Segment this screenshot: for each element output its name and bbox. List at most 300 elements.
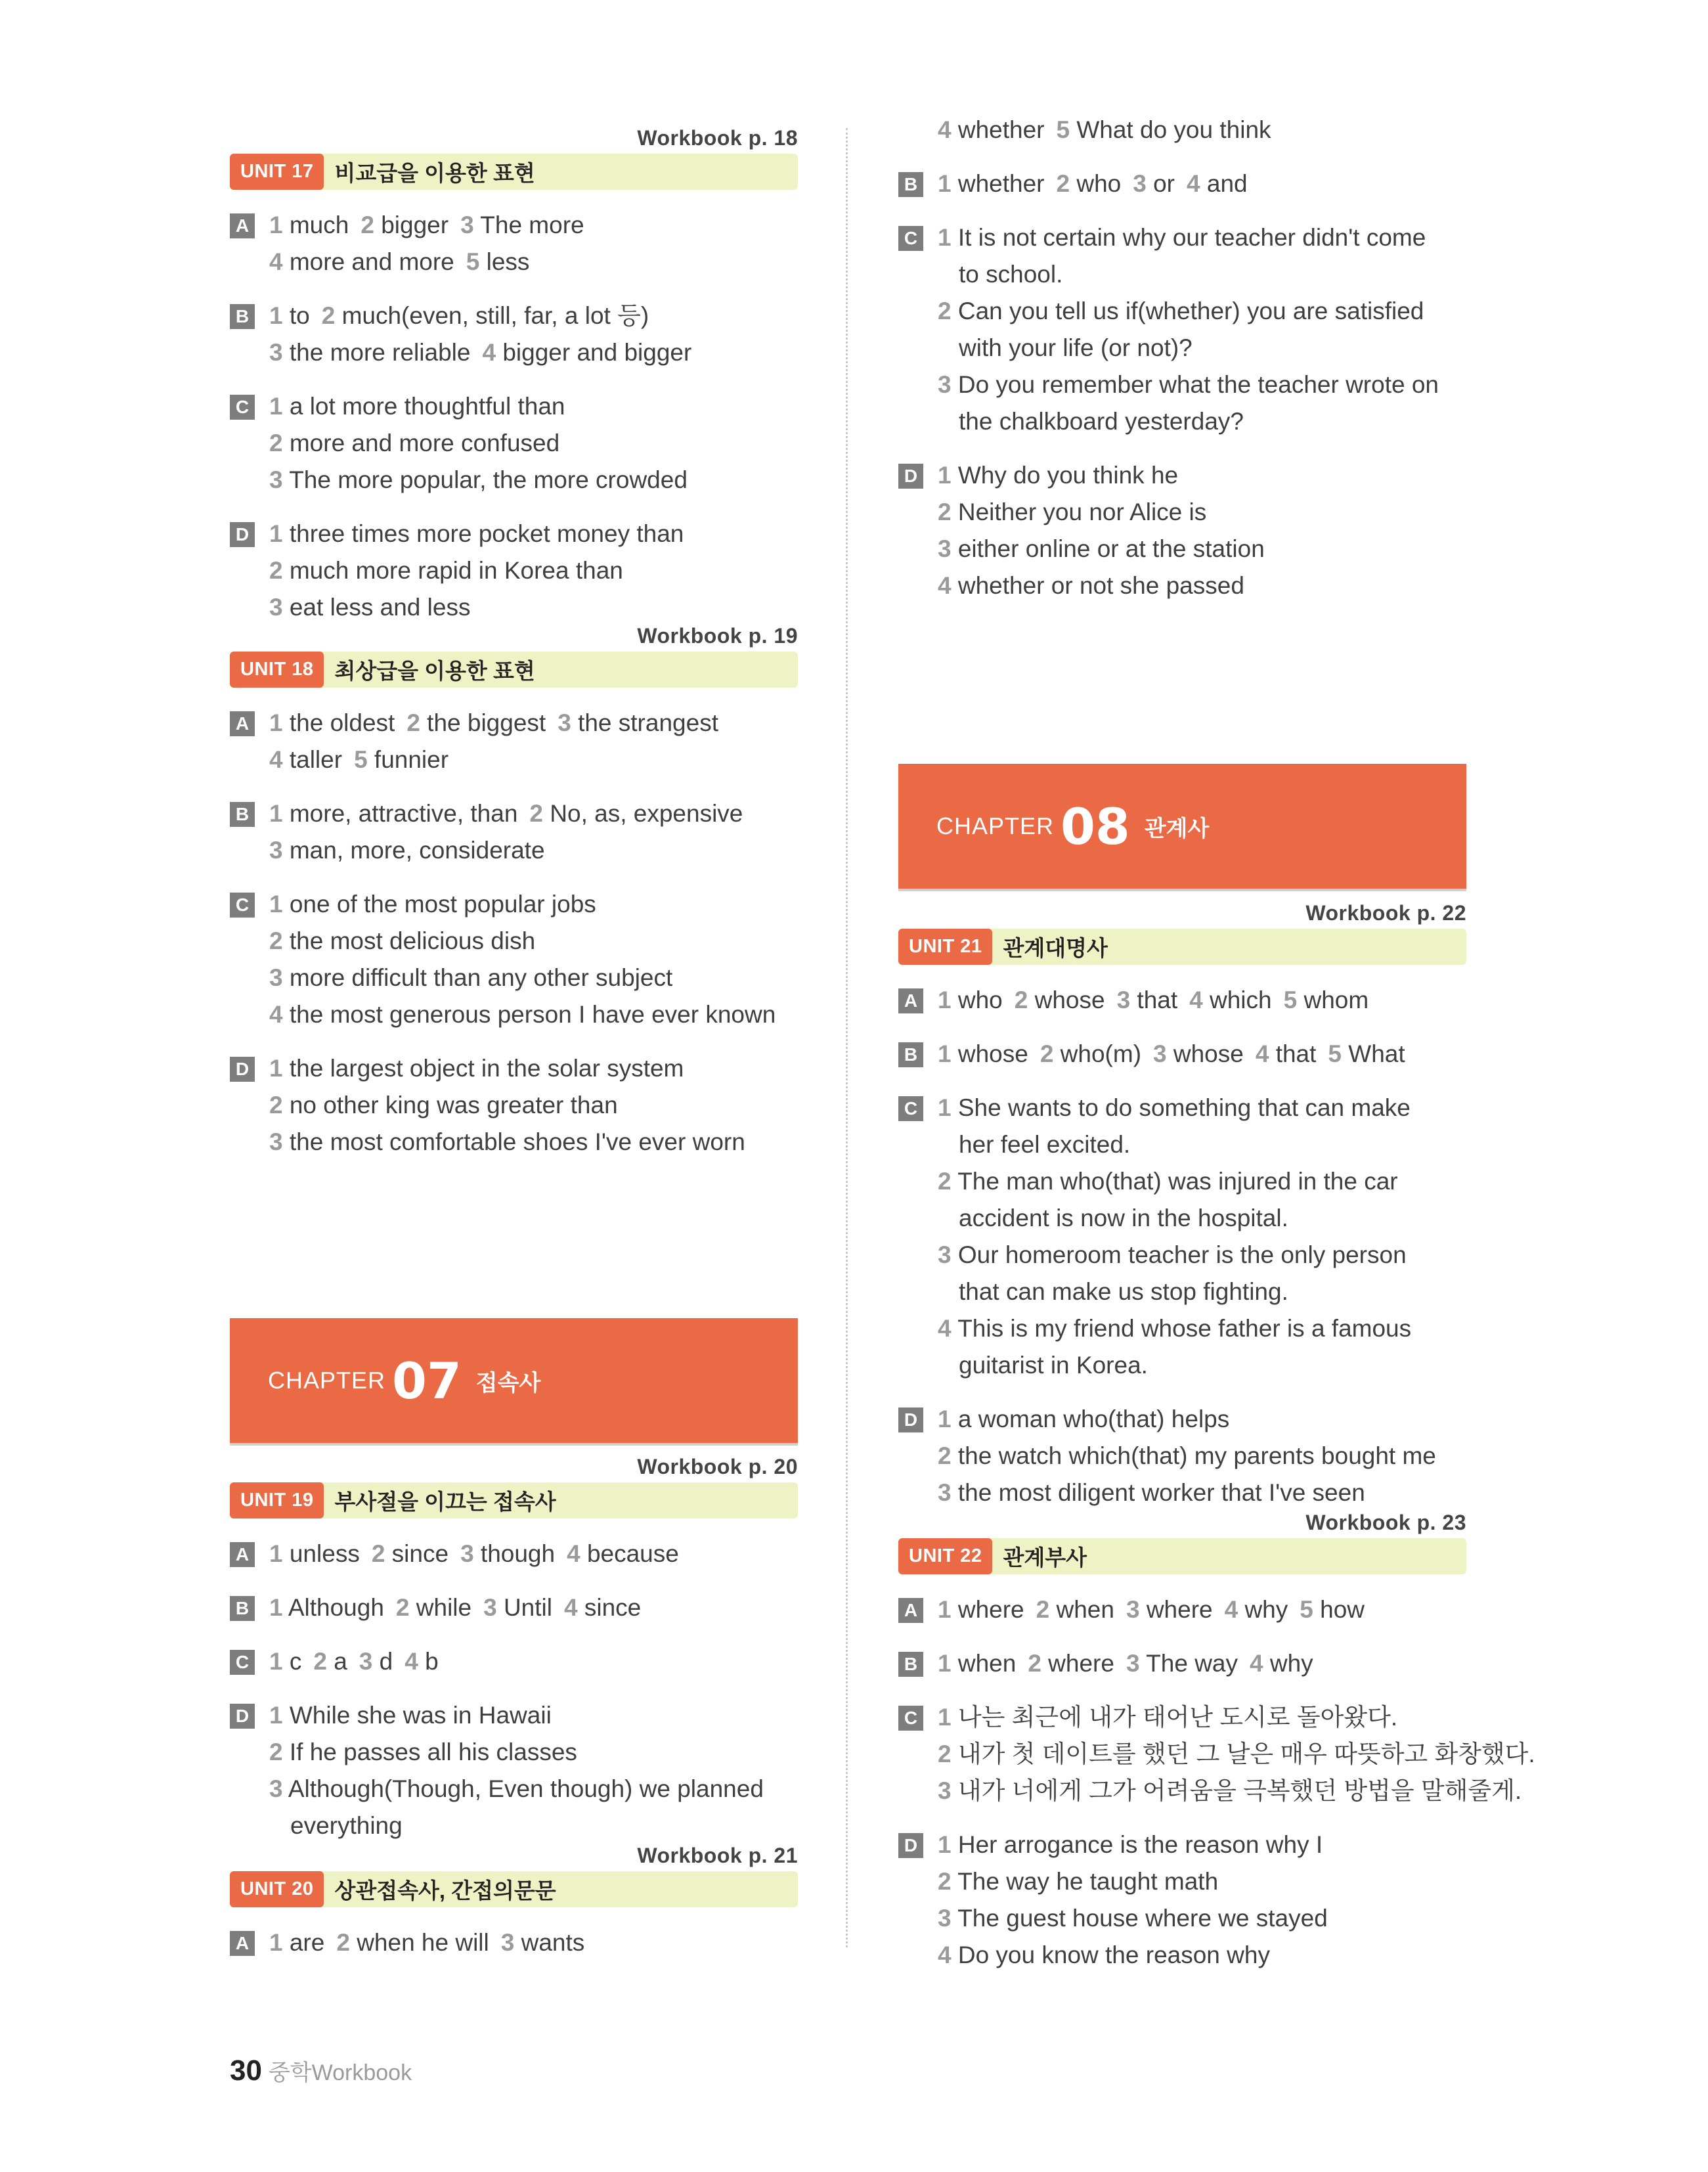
answer-item <box>1040 1040 1141 1067</box>
item-text: the most comfortable shoes I've ever worn <box>289 1128 745 1155</box>
item-text: taller <box>289 746 343 773</box>
answer-item <box>269 891 596 918</box>
answer-sections <box>230 207 798 626</box>
item-number: 1 <box>269 1929 283 1956</box>
workbook-reference: Workbook p. 20 <box>637 1455 798 1478</box>
item-text: the most diligent worker that I've seen <box>957 1479 1365 1506</box>
answer-line <box>898 982 1466 1019</box>
section-label: B <box>898 172 923 197</box>
unit-tag: UNIT 22 <box>898 1538 992 1574</box>
answer-item <box>1187 170 1248 197</box>
answer-item <box>1015 986 1105 1013</box>
item-number: 2 <box>1056 170 1070 197</box>
answer-line <box>898 494 1466 531</box>
item-number: 1 <box>269 302 283 329</box>
answer-section <box>898 1699 1535 1809</box>
answer-line <box>230 1697 798 1734</box>
answer-item <box>938 499 1206 525</box>
answer-section <box>898 219 1466 440</box>
answer-section <box>898 112 1466 148</box>
answer-item <box>466 248 530 275</box>
item-text: because <box>586 1540 679 1567</box>
item-text: and <box>1206 170 1248 197</box>
item-number: 4 <box>938 572 952 599</box>
answer-line <box>898 1863 1466 1900</box>
item-text: the most delicious dish <box>289 927 536 954</box>
answer-line <box>230 1536 798 1572</box>
answer-section <box>898 1401 1466 1511</box>
answer-line <box>898 1036 1466 1073</box>
item-number: 2 <box>269 927 283 954</box>
section-label: B <box>230 802 255 827</box>
answer-sections <box>898 982 1466 1511</box>
item-number: 1 <box>269 709 283 736</box>
item-text: more and more confused <box>289 430 560 456</box>
answer-line <box>230 1924 798 1961</box>
answer-item <box>396 1594 471 1621</box>
answer-item <box>269 211 349 238</box>
item-number: 2 <box>269 1739 283 1765</box>
item-number: 1 <box>269 800 283 827</box>
answer-section <box>898 166 1466 202</box>
item-text: when <box>957 1650 1017 1677</box>
answer-line <box>898 1645 1466 1682</box>
answer-item <box>269 1540 360 1567</box>
item-number: 4 <box>1189 986 1203 1013</box>
item-number: 3 <box>483 1594 497 1621</box>
section-label: D <box>898 464 923 489</box>
answer-item <box>1256 1040 1317 1067</box>
item-text: where <box>1048 1650 1114 1677</box>
item-text: What do you think <box>1076 116 1271 143</box>
item-text: more and more <box>289 248 454 275</box>
answer-item <box>269 1929 324 1956</box>
answer-line <box>230 244 798 280</box>
answer-section <box>230 705 798 778</box>
item-text: how <box>1320 1596 1365 1623</box>
answer-line <box>230 742 798 778</box>
answer-line <box>898 1126 1466 1163</box>
answer-item <box>938 1168 1398 1195</box>
section-label: D <box>230 522 255 547</box>
item-text: the biggest <box>427 709 546 736</box>
item-text: more, attractive, than <box>289 800 518 827</box>
item-text: Can you tell us if(whether) you are satisfied <box>957 298 1424 324</box>
item-text: less <box>486 248 530 275</box>
item-number: 2 <box>1036 1596 1050 1623</box>
answer-item <box>482 339 691 366</box>
item-text: more difficult than any other subject <box>289 964 673 991</box>
item-text: guitarist in Korea. <box>959 1352 1148 1379</box>
item-number: 1 <box>938 1831 952 1858</box>
item-text: though <box>480 1540 556 1567</box>
answer-item <box>405 1648 438 1675</box>
item-number: 2 <box>269 1092 283 1119</box>
answer-item <box>938 371 1439 398</box>
unit-title: 관계대명사 <box>1003 936 1108 960</box>
answer-line <box>898 293 1466 330</box>
item-text: whose <box>957 1040 1028 1067</box>
item-text: c <box>289 1648 302 1675</box>
section-label: D <box>230 1704 255 1729</box>
item-text: while <box>416 1594 472 1621</box>
item-text: the more reliable <box>289 339 471 366</box>
item-number: 1 <box>269 393 283 420</box>
workbook-reference: Workbook p. 23 <box>1305 1511 1466 1534</box>
answer-line <box>898 1591 1466 1628</box>
item-number: 1 <box>269 891 283 918</box>
answer-item <box>1117 986 1178 1013</box>
item-text: Do you remember what the teacher wrote on <box>957 371 1439 398</box>
answer-line <box>898 112 1466 148</box>
item-text: since <box>584 1594 642 1621</box>
answer-line <box>230 1087 798 1124</box>
unit-header <box>230 154 798 190</box>
item-text: Neither you nor Alice is <box>957 499 1207 525</box>
answer-item <box>1057 116 1271 143</box>
item-text: whether <box>957 116 1045 143</box>
item-text: d <box>379 1648 393 1675</box>
footer-text: 중학Workbook <box>268 2060 412 2085</box>
answer-item <box>938 1740 1535 1767</box>
unit-title: 상관접속사, 간접의문문 <box>334 1878 556 1903</box>
answer-line <box>230 1643 798 1680</box>
unit-header <box>230 1482 798 1518</box>
answer-line <box>230 1807 798 1844</box>
item-number: 1 <box>269 1594 283 1621</box>
item-text: that can make us stop fighting. <box>959 1278 1288 1305</box>
item-text: that <box>1137 986 1178 1013</box>
answer-item <box>269 1092 618 1119</box>
answer-item <box>359 1648 393 1675</box>
item-number: 1 <box>938 1094 952 1121</box>
item-number: 1 <box>938 1406 952 1432</box>
item-text: when he will <box>357 1929 489 1956</box>
answer-line <box>230 425 798 462</box>
item-number: 3 <box>938 1777 952 1804</box>
unit-title: 관계부사 <box>1003 1545 1087 1570</box>
item-number: 3 <box>938 371 952 398</box>
answer-item <box>938 986 1003 1013</box>
item-text: much(even, still, far, a lot 등) <box>341 302 649 329</box>
item-number: 2 <box>336 1929 350 1956</box>
answer-line <box>898 403 1466 440</box>
answer-item <box>269 393 565 420</box>
item-text: when <box>1056 1596 1114 1623</box>
answer-line <box>898 531 1466 567</box>
answer-line <box>898 457 1466 494</box>
answer-line <box>898 1401 1466 1438</box>
item-number: 1 <box>938 170 952 197</box>
answer-item <box>269 1702 552 1729</box>
item-text: wants <box>521 1929 585 1956</box>
unit-header <box>898 1538 1466 1574</box>
item-number: 3 <box>938 1479 952 1506</box>
answer-item <box>938 1596 1024 1623</box>
item-text: who <box>957 986 1003 1013</box>
column-divider <box>846 128 848 1947</box>
answer-line <box>230 207 798 244</box>
workbook-reference: Workbook p. 18 <box>637 126 798 150</box>
answer-item <box>1036 1596 1114 1623</box>
item-number: 2 <box>938 1168 952 1195</box>
item-number: 3 <box>460 211 474 238</box>
answer-item <box>938 1315 1411 1342</box>
item-number: 2 <box>938 1868 952 1895</box>
answer-section <box>230 1589 798 1626</box>
item-text: one of the most popular jobs <box>289 891 596 918</box>
item-text: a <box>334 1648 347 1675</box>
chapter-07-banner <box>230 1318 798 1446</box>
answer-line <box>230 462 798 499</box>
answer-item <box>959 261 1062 288</box>
item-number: 4 <box>1187 170 1200 197</box>
item-number: 1 <box>938 986 952 1013</box>
answer-item <box>269 520 684 547</box>
answer-line <box>230 795 798 832</box>
item-number: 2 <box>406 709 420 736</box>
answer-item <box>938 1777 1522 1804</box>
unit-tag: UNIT 19 <box>230 1482 324 1518</box>
answer-item <box>938 1905 1328 1932</box>
answer-section <box>230 516 798 626</box>
answer-section <box>898 982 1466 1019</box>
item-text: 내가 너에게 그가 어려움을 극복했던 방법을 말해줄게. <box>957 1777 1522 1804</box>
item-number: 1 <box>269 520 283 547</box>
answer-item <box>269 248 454 275</box>
answer-item <box>938 1704 1397 1731</box>
page-number: 30 <box>230 2054 262 2087</box>
answer-item <box>938 1941 1270 1968</box>
item-text: the largest object in the solar system <box>289 1055 684 1082</box>
answer-item <box>959 1205 1288 1231</box>
item-number: 4 <box>269 1001 283 1028</box>
unit-18-block <box>230 623 798 1161</box>
answer-section <box>230 1050 798 1161</box>
answer-item <box>1250 1650 1313 1677</box>
item-number: 4 <box>938 1315 952 1342</box>
item-number: 2 <box>1040 1040 1054 1067</box>
item-text: It is not certain why our teacher didn't come <box>957 224 1426 251</box>
answer-line <box>898 1827 1466 1863</box>
item-text: What <box>1348 1040 1405 1067</box>
item-text: The way <box>1146 1650 1238 1677</box>
item-text: the strangest <box>578 709 718 736</box>
chapter-title: 접속사 <box>475 1370 541 1396</box>
answer-item <box>938 1406 1229 1432</box>
answer-sections <box>898 112 1466 604</box>
item-text: with your life (or not)? <box>959 334 1193 361</box>
answer-line <box>898 1438 1466 1474</box>
answer-item <box>1126 1596 1213 1623</box>
item-number: 4 <box>1224 1596 1238 1623</box>
answer-section <box>898 1827 1466 1974</box>
answer-section <box>898 1036 1466 1073</box>
unit-tag: UNIT 18 <box>230 652 324 688</box>
section-label: D <box>898 1833 923 1858</box>
answer-sections <box>230 1924 798 1961</box>
section-label: D <box>230 1057 255 1082</box>
answer-line <box>898 1900 1466 1937</box>
answer-line <box>230 334 798 371</box>
section-label: C <box>230 893 255 918</box>
answer-line <box>898 1736 1535 1773</box>
item-text: whose <box>1034 986 1105 1013</box>
item-text: her feel excited. <box>959 1131 1131 1158</box>
section-label: A <box>898 988 923 1013</box>
chapter-word: CHAPTER <box>268 1367 386 1394</box>
item-number: 1 <box>269 1648 283 1675</box>
item-number: 4 <box>269 248 283 275</box>
item-number: 2 <box>1014 986 1028 1013</box>
unit-21-block <box>898 900 1466 1511</box>
item-text: three times more pocket money than <box>289 520 684 547</box>
item-number: 3 <box>269 339 283 366</box>
item-text: If he passes all his classes <box>289 1739 577 1765</box>
item-number: 3 <box>269 1775 283 1802</box>
answer-item <box>959 1278 1288 1305</box>
section-label: C <box>230 395 255 420</box>
item-text: The more popular, the more crowded <box>289 466 688 493</box>
unit-tag: UNIT 21 <box>898 929 992 965</box>
section-label: C <box>898 1706 923 1731</box>
item-number: 5 <box>1300 1596 1313 1623</box>
item-text: to school. <box>959 261 1063 288</box>
item-number: 3 <box>269 1128 283 1155</box>
answer-item <box>938 535 1265 562</box>
answer-section <box>898 1591 1466 1628</box>
item-number: 2 <box>269 557 283 584</box>
item-number: 1 <box>938 1650 952 1677</box>
answer-line <box>230 388 798 425</box>
answer-sections <box>230 705 798 1161</box>
item-number: 4 <box>405 1648 418 1675</box>
answer-line <box>898 166 1466 202</box>
answer-sections <box>898 1591 1535 1974</box>
unit-header <box>898 929 1466 965</box>
answer-item <box>361 211 449 238</box>
item-text: everything <box>290 1812 403 1839</box>
answer-item <box>269 302 310 329</box>
item-number: 2 <box>269 430 283 456</box>
item-number: 3 <box>938 535 952 562</box>
chapter-number: 08 <box>1061 797 1130 856</box>
answer-item <box>1133 170 1175 197</box>
item-number: 5 <box>466 248 480 275</box>
answer-line <box>230 1771 798 1807</box>
answer-item <box>938 1831 1323 1858</box>
item-text: Do you know the reason why <box>957 1941 1270 1968</box>
unit-title: 비교급을 이용한 표현 <box>334 161 535 185</box>
answer-item <box>269 927 535 954</box>
answer-item <box>269 1775 764 1802</box>
unit-header <box>230 652 798 688</box>
item-text: either online or at the station <box>957 535 1265 562</box>
answer-section <box>230 886 798 1033</box>
answer-item <box>269 430 559 456</box>
answer-item <box>959 1352 1148 1379</box>
item-text: to <box>289 302 310 329</box>
answer-line <box>898 256 1466 293</box>
item-text: The man who(that) was injured in the car <box>957 1168 1398 1195</box>
answer-item <box>269 557 623 584</box>
item-number: 3 <box>269 594 283 621</box>
answer-line <box>230 886 798 923</box>
item-text: bigger and bigger <box>502 339 692 366</box>
answer-item <box>269 1055 684 1082</box>
answer-line <box>230 552 798 589</box>
answer-item <box>290 1812 403 1839</box>
answer-item <box>269 800 517 827</box>
item-text: She wants to do something that can make <box>957 1094 1411 1121</box>
unit-header <box>230 1871 798 1907</box>
item-text: bigger <box>381 211 449 238</box>
unit-tag: UNIT 20 <box>230 1871 324 1907</box>
section-label: D <box>898 1407 923 1432</box>
answer-item <box>938 1868 1218 1895</box>
item-number: 3 <box>1133 170 1147 197</box>
item-text: Our homeroom teacher is the only person <box>957 1241 1407 1268</box>
item-text: who(m) <box>1060 1040 1142 1067</box>
answer-item <box>322 302 649 329</box>
section-label: A <box>230 711 255 736</box>
answer-item <box>1126 1650 1238 1677</box>
unit-title: 부사절을 이끄는 접속사 <box>334 1490 556 1514</box>
answer-item <box>938 1650 1016 1677</box>
item-number: 4 <box>938 116 952 143</box>
item-text: since <box>391 1540 449 1567</box>
answer-item <box>567 1540 679 1567</box>
answer-item <box>269 1128 745 1155</box>
item-text: accident is now in the hospital. <box>959 1205 1288 1231</box>
unit-19-block <box>230 1453 798 1844</box>
workbook-reference: Workbook p. 19 <box>637 624 798 648</box>
answer-item <box>269 837 545 864</box>
item-number: 3 <box>1153 1040 1167 1067</box>
item-text: whom <box>1303 986 1369 1013</box>
item-text: the oldest <box>289 709 395 736</box>
answer-line <box>230 923 798 960</box>
unit-20-block <box>230 1842 798 1961</box>
item-text: Until <box>503 1594 552 1621</box>
answer-item <box>938 170 1045 197</box>
item-text: No, as, expensive <box>550 800 743 827</box>
workbook-reference: Workbook p. 21 <box>637 1844 798 1867</box>
item-text: where <box>957 1596 1024 1623</box>
page-footer <box>230 2054 412 2087</box>
section-label: B <box>898 1652 923 1677</box>
item-number: 4 <box>567 1540 580 1567</box>
item-text: that <box>1275 1040 1317 1067</box>
item-number: 2 <box>361 211 374 238</box>
item-number: 3 <box>269 837 283 864</box>
item-number: 2 <box>313 1648 327 1675</box>
section-label: A <box>230 1542 255 1567</box>
answer-item <box>269 746 342 773</box>
answer-section <box>230 1536 798 1572</box>
answer-line <box>898 1347 1466 1384</box>
answer-item <box>959 1131 1130 1158</box>
answer-item <box>269 1648 301 1675</box>
item-number: 1 <box>938 462 952 489</box>
answer-item <box>269 339 470 366</box>
answer-line <box>898 1274 1466 1310</box>
answer-line <box>230 996 798 1033</box>
answer-item <box>406 709 546 736</box>
item-text: who <box>1076 170 1122 197</box>
section-label: B <box>898 1042 923 1067</box>
chapter-word: CHAPTER <box>936 812 1055 839</box>
